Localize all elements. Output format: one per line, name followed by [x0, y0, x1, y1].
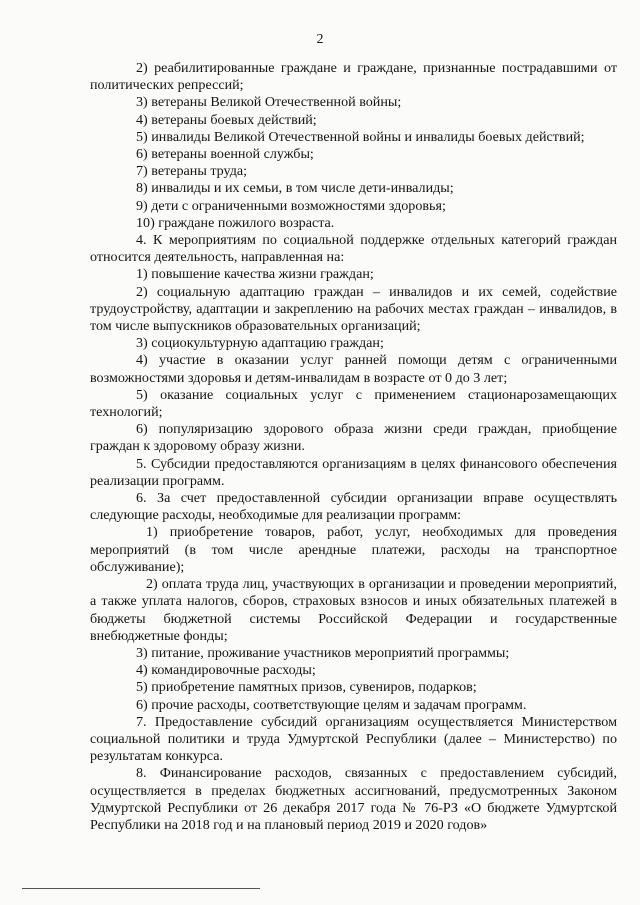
clause-6-item-1: 1) приобретение товаров, работ, услуг, необходимых для проведения мероприятий (в том числе арендные платежи, расходы на транспортное обслуживание); [90, 524, 617, 575]
list-item-war-invalids: 5) инвалиды Великой Отечественной войны и инвалиды боевых действий; [136, 128, 585, 145]
clause-6-item-6: 6) прочие расходы, соответствующие целям и задачам программ. [136, 696, 527, 713]
list-item-labor-veterans: 7) ветераны труда; [136, 163, 248, 180]
list-item-combat-veterans: 4) ветераны боевых действий; [136, 111, 317, 128]
footer-rule [22, 888, 260, 889]
clause-6-item-4: 4) командировочные расходы; [136, 662, 316, 679]
clause-6-item-2: 2) оплата труда лиц, участвующих в организации и проведении мероприятий, а также уплата налогов, сборов, страховых взносов и иных обязательных платежей в бюджеты бюджетной системы Российской Федерации и государственные внебюджетные фонды; [90, 576, 617, 644]
clause-4-heading: 4. К мероприятиям по социальной поддержке отдельных категорий граждан относится деятельность, направленная на: [90, 232, 617, 266]
list-item-children-disabilities: 9) дети с ограниченными возможностями здоровья; [136, 197, 446, 214]
clause-4-item-6: 6) популяризацию здорового образа жизни среди граждан, приобщение граждан к здоровому образу жизни. [90, 421, 617, 455]
clause-5: 5. Субсидии предоставляются организациям в целях финансового обеспечения реализации программ. [90, 455, 617, 489]
clause-7: 7. Предоставление субсидий организациям осуществляется Министерством социальной политики и труда Удмуртской Республики (далее – Министерство) по результатам конкурса. [90, 713, 617, 765]
clause-4-item-5: 5) оказание социальных услуг с применением стационарозамещающих технологий; [90, 386, 617, 421]
document-body [90, 60, 617, 834]
list-item-elderly: 10) граждане пожилого возраста. [136, 214, 335, 231]
list-item-military-veterans: 6) ветераны военной службы; [136, 146, 314, 163]
clause-6-item-5: 5) приобретение памятных призов, сувениров, подарков; [136, 679, 477, 696]
clause-4-item-3: 3) социокультурную адаптацию граждан; [136, 335, 384, 352]
clause-6-heading: 6. За счет предоставленной субсидии организации вправе осуществлять следующие расходы, необходимые для реализации программ: [90, 490, 617, 524]
clause-4-item-2: 2) социальную адаптацию граждан – инвалидов и их семей, содействие трудоустройству, адаптации и закреплению на рабочих местах граждан – инвалидов, в том числе выпускников образовательных организаций; [90, 283, 617, 335]
clause-8: 8. Финансирование расходов, связанных с предоставлением субсидий, осуществляется в пределах бюджетных ассигнований, предусмотренных Законом Удмуртской Республики от 26 декабря 2017 года № 76-РЗ «О бюджете Удмуртской Республики на 2018 год и на плановый период 2019 и 2020 годов» [90, 765, 617, 833]
paragraph-rehabilitated-citizens: 2) реабилитированные граждане и граждане, признанные пострадавшими от политических репрессий; [90, 60, 617, 94]
page-number: 2 [316, 32, 324, 47]
clause-6-item-3: 3) питание, проживание участников мероприятий программы; [136, 644, 510, 661]
clause-4-item-4: 4) участие в оказании услуг ранней помощи детям с ограниченными возможностями здоровья и детям-инвалидам в возрасте от 0 до 3 лет; [90, 352, 617, 386]
clause-4-item-1: 1) повышение качества жизни граждан; [136, 266, 374, 283]
list-item-invalids-families: 8) инвалиды и их семьи, в том числе дети-инвалиды; [136, 180, 454, 197]
list-item-wwii-veterans: 3) ветераны Великой Отечественной войны; [136, 94, 402, 111]
